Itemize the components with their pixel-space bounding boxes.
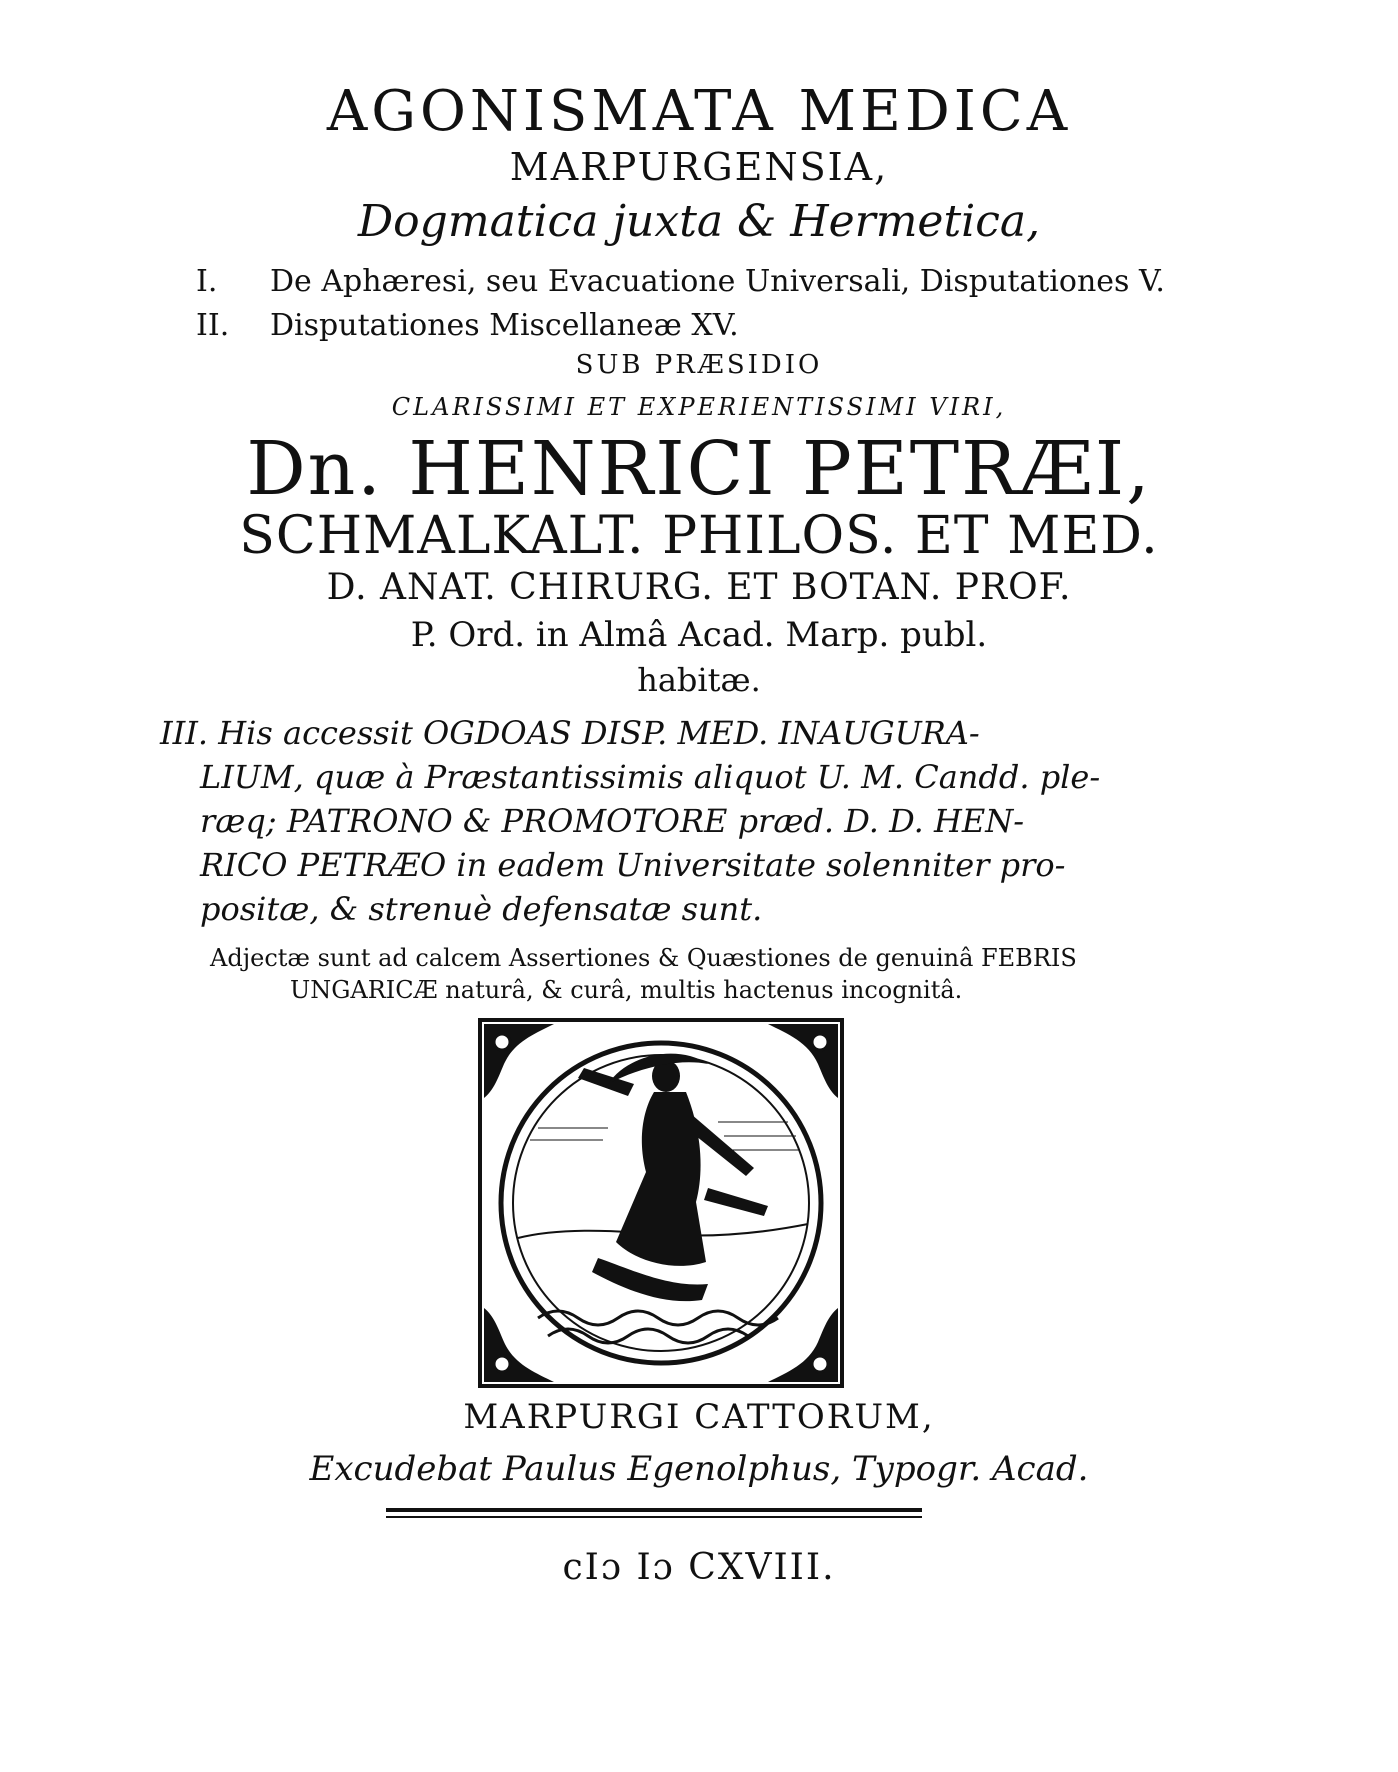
- author-name: Dn. HENRICI PETRÆI,: [246, 426, 1152, 512]
- supplement-paragraph: [160, 714, 1160, 934]
- author-titles-3: P. Ord. in Almâ Acad. Marp. publ.: [410, 615, 988, 655]
- title-line-1: AGONISMATA MEDICA: [326, 79, 1072, 144]
- title-line-3: Dogmatica juxta & Hermetica,: [357, 196, 1041, 247]
- supplement-line: RICO PETRÆO in eadem Universitate solenniter pro-: [200, 846, 1066, 884]
- presidium-line-1: SUB PRÆSIDIO: [575, 350, 823, 380]
- contents-item-2: [196, 308, 739, 343]
- contents-item-1: [196, 264, 1165, 299]
- imprint-place: MARPURGI CATTORUM,: [463, 1397, 935, 1437]
- supplement-line: positæ, & strenuè defensatæ sunt.: [200, 890, 763, 928]
- supplement-line: ræq; PATRONO & PROMOTORE præd. D. D. HEN-: [200, 802, 1025, 840]
- contents-number: I.: [196, 264, 218, 299]
- author-titles-2: D. ANAT. CHIRURG. ET BOTAN. PROF.: [326, 567, 1072, 608]
- author-titles-4: habitæ.: [637, 661, 761, 699]
- author-titles-1: SCHMALKALT. PHILOS. ET MED.: [239, 506, 1159, 566]
- presidium-line-2: CLARISSIMI ET EXPERIENTISSIMI VIRI,: [391, 393, 1007, 421]
- imprint-date: cIɔ Iɔ CXVIII.: [562, 1547, 836, 1588]
- contents-text: De Aphæresi, seu Evacuatione Universali, Disputationes V.: [270, 264, 1165, 299]
- supplement-line: III. His accessit OGDOAS DISP. MED. INAUGURA-: [160, 714, 980, 752]
- double-rule-top: [386, 1508, 922, 1512]
- note-line-1: Adjectæ sunt ad calcem Assertiones & Quæstiones de genuinâ FEBRIS: [210, 944, 1077, 972]
- supplement-line: LIUM, quæ à Præstantissimis aliquot U. M. Candd. ple-: [200, 758, 1101, 796]
- double-rule-bottom: [386, 1516, 922, 1518]
- contents-text: Disputationes Miscellaneæ XV.: [270, 308, 739, 343]
- note-line-2: UNGARICÆ naturâ, & curâ, multis hactenus incognitâ.: [290, 976, 963, 1004]
- printers-device-woodcut: [478, 1018, 844, 1388]
- title-line-2: MARPURGENSIA,: [509, 145, 889, 189]
- contents-number: II.: [196, 308, 230, 343]
- imprint-printer: Excudebat Paulus Egenolphus, Typogr. Acad.: [309, 1449, 1089, 1489]
